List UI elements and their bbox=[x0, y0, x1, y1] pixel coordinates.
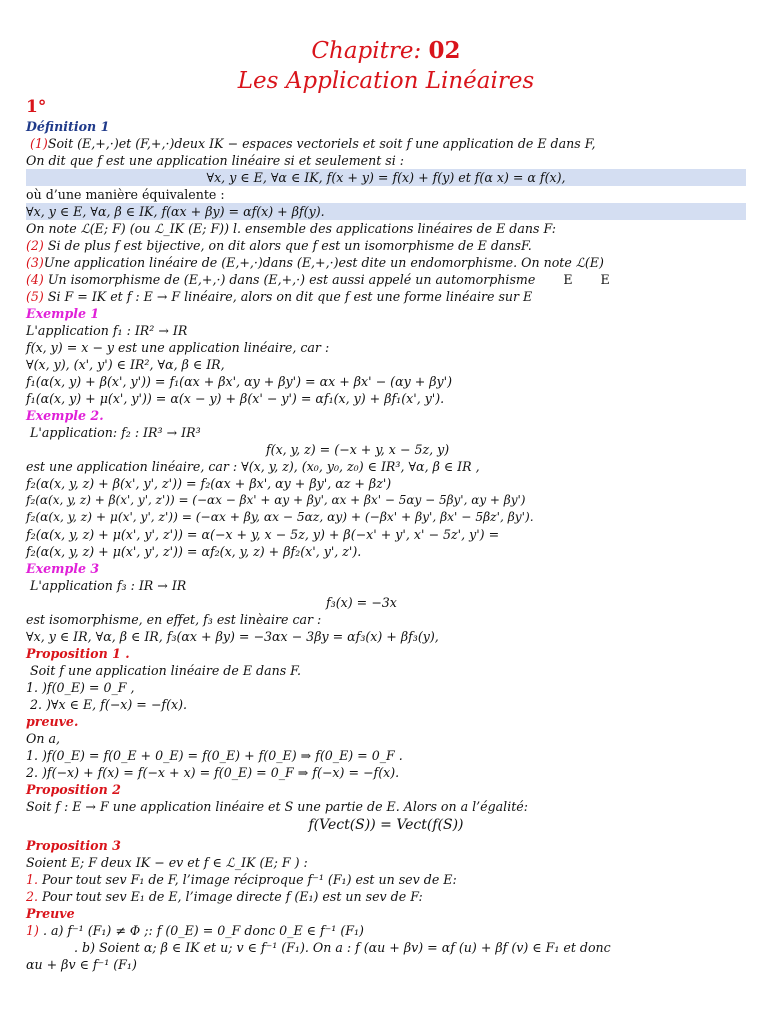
example-text: f₂(α(x, y, z) + β(x', y', z')) = f₂(αx + βx', αy + βy', αz + βz') bbox=[26, 476, 392, 491]
proof-text: On a, bbox=[26, 731, 60, 746]
section-number: 1° bbox=[26, 97, 47, 117]
proposition-1-label: Proposition 1 . bbox=[26, 646, 130, 661]
item-symbol: E bbox=[600, 272, 610, 287]
example-text: ∀x, y ∈ IR, ∀α, β ∈ IR, f₃(αx + βy) = −3αx − 3βy = αf₃(x) + βf₃(y), bbox=[26, 629, 439, 644]
example-text: est isomorphisme, en effet, f₃ est linèaire car : bbox=[26, 612, 322, 627]
definition-text: où d’une manière équivalente : bbox=[26, 187, 225, 202]
example-text: est une application linéaire, car : ∀(x, y, z), (x₀, y₀, z₀) ∈ IR³, ∀α, β ∈ IR , bbox=[26, 459, 480, 474]
chapter-title bbox=[26, 36, 746, 66]
item-number: 1) bbox=[26, 923, 39, 938]
item-number: (1) bbox=[30, 136, 48, 151]
item-number: (5) bbox=[26, 289, 44, 304]
item-text: Une application linéaire de (E,+,·)dans (E,+,·)est dite un endomorphisme. On note ℒ(E) bbox=[43, 255, 604, 270]
example-3-label: Exemple 3 bbox=[26, 561, 100, 576]
item-number: (3) bbox=[26, 255, 44, 270]
example-text: f₂(α(x, y, z) + β(x', y', z')) = (−αx − βx' + αy + βy', αx + βx' − 5αy − 5βy', αy + βy') bbox=[26, 493, 526, 507]
definition-item bbox=[26, 288, 746, 305]
item-number: 1. bbox=[26, 872, 39, 887]
definition-text: On note ℒ(E; F) (ou ℒ_IK (E; F)) l. ensemble des applications linéaires de E dans F: bbox=[26, 221, 556, 236]
definition-formula-highlighted: ∀x, y ∈ E, ∀α ∈ IK, f(x + y) = f(x) + f(y) et f(α x) = α f(x), bbox=[26, 169, 746, 186]
example-text: L'application f₁ : IR² → IR bbox=[26, 323, 188, 338]
definition-1-line bbox=[26, 135, 746, 152]
proof-text: . b) Soient α; β ∈ IK et u; v ∈ f⁻¹ (F₁). On a : f (αu + βv) = αf (u) + βf (v) ∈ F₁ et donc bbox=[74, 940, 611, 955]
proposition-text: 2. )∀x ∈ E, f(−x) = −f(x). bbox=[30, 697, 188, 712]
example-text: f₂(α(x, y, z) + μ(x', y', z')) = αf₂(x, y, z) + βf₂(x', y', z'). bbox=[26, 544, 362, 559]
chapter-sep: : bbox=[413, 38, 429, 64]
document-page bbox=[26, 36, 746, 973]
example-text: ∀(x, y), (x', y') ∈ IR², ∀α, β ∈ IR, bbox=[26, 357, 225, 372]
item-number: 2. bbox=[26, 889, 39, 904]
definition-formula-highlighted: ∀x, y ∈ E, ∀α, β ∈ IK, f(αx + βy) = αf(x) + βf(y). bbox=[26, 203, 746, 220]
proof-label: Preuve bbox=[26, 906, 75, 921]
example-text: f₂(α(x, y, z) + μ(x', y', z')) = (−αx + βy, αx − 5αz, αy) + (−βx' + βy', βx' − 5βz', βy'). bbox=[26, 510, 534, 524]
proposition-item bbox=[26, 888, 746, 905]
definition-text: Soit (E,+,·)et (F,+,·)deux IK − espaces vectoriels et soit f une application de E dans F, bbox=[47, 136, 596, 151]
proposition-text: Soit f une application linéaire de E dans F. bbox=[30, 663, 301, 678]
proposition-text: Soient E; F deux IK − ev et f ∈ ℒ_IK (E; F ) : bbox=[26, 855, 308, 870]
chapter-number: 02 bbox=[428, 37, 461, 64]
item-text: Si F = IK et f : E → F linéaire, alors on dit que f est une forme linéaire sur E bbox=[47, 289, 533, 304]
proof-text: 2. )f(−x) + f(x) = f(−x + x) = f(0_E) = 0_F ⇒ f(−x) = −f(x). bbox=[26, 765, 400, 780]
proposition-formula: f(Vect(S)) = Vect(f(S)) bbox=[308, 817, 464, 833]
example-2-label: Exemple 2. bbox=[26, 408, 104, 423]
definition-item bbox=[26, 237, 746, 254]
item-number: (4) bbox=[26, 272, 44, 287]
item-text: Un isomorphisme de (E,+,·) dans (E,+,·) est aussi appelé un automorphisme bbox=[47, 272, 536, 287]
chapter-word: Chapitre bbox=[311, 38, 414, 64]
proof-label: preuve. bbox=[26, 714, 79, 729]
example-1-label: Exemple 1 bbox=[26, 306, 100, 321]
example-formula: f₃(x) = −3x bbox=[326, 595, 397, 610]
proposition-item bbox=[26, 871, 746, 888]
example-text: f₂(α(x, y, z) + μ(x', y', z')) = α(−x + y, x − 5z, y) + β(−x' + y', x' − 5z', y') = bbox=[26, 527, 500, 542]
proof-text: 1. )f(0_E) = f(0_E + 0_E) = f(0_E) + f(0_E) ⇒ f(0_E) = 0_F . bbox=[26, 748, 403, 763]
example-text: L'application f₃ : IR → IR bbox=[30, 578, 187, 593]
example-text: f₁(α(x, y) + β(x', y')) = f₁(αx + βx', αy + βy') = αx + βx' − (αy + βy') bbox=[26, 374, 453, 389]
item-text: Pour tout sev E₁ de E, l’image directe f (E₁) est un sev de F: bbox=[42, 889, 423, 904]
proposition-2-label: Proposition 2 bbox=[26, 782, 121, 797]
proof-text: αu + βv ∈ f⁻¹ (F₁) bbox=[26, 957, 137, 972]
item-text: Pour tout sev F₁ de F, l’image réciproque f⁻¹ (F₁) est un sev de E: bbox=[42, 872, 457, 887]
chapter-subtitle: Les Application Linéaires bbox=[237, 68, 535, 94]
proposition-3-label: Proposition 3 bbox=[26, 838, 121, 853]
definition-text: On dit que f est une application linéaire si et seulement si : bbox=[26, 153, 405, 168]
definition-item bbox=[26, 271, 746, 288]
example-text: f₁(α(x, y) + μ(x', y')) = α(x − y) + β(x' − y') = αf₁(x, y) + βf₁(x', y'). bbox=[26, 391, 445, 406]
example-text: L'application: f₂ : IR³ → IR³ bbox=[30, 425, 201, 440]
definition-item bbox=[26, 254, 746, 271]
item-text: . a) f⁻¹ (F₁) ≠ Φ ;: f (0_E) = 0_F donc 0_E ∈ f⁻¹ (F₁) bbox=[38, 923, 364, 938]
example-text: f(x, y) = x − y est une application linéaire, car : bbox=[26, 340, 330, 355]
example-formula: f(x, y, z) = (−x + y, x − 5z, y) bbox=[266, 442, 450, 457]
proof-item bbox=[26, 922, 746, 939]
proposition-text: 1. )f(0_E) = 0_F , bbox=[26, 680, 135, 695]
item-symbol: E bbox=[563, 272, 573, 287]
item-number: (2) bbox=[26, 238, 44, 253]
proposition-text: Soit f : E → F une application linéaire et S une partie de E. Alors on a l’égalité: bbox=[26, 799, 528, 814]
item-text: Si de plus f est bijective, on dit alors que f est un isomorphisme de E dansF. bbox=[47, 238, 532, 253]
definition-1-label: Définition 1 bbox=[26, 119, 110, 134]
